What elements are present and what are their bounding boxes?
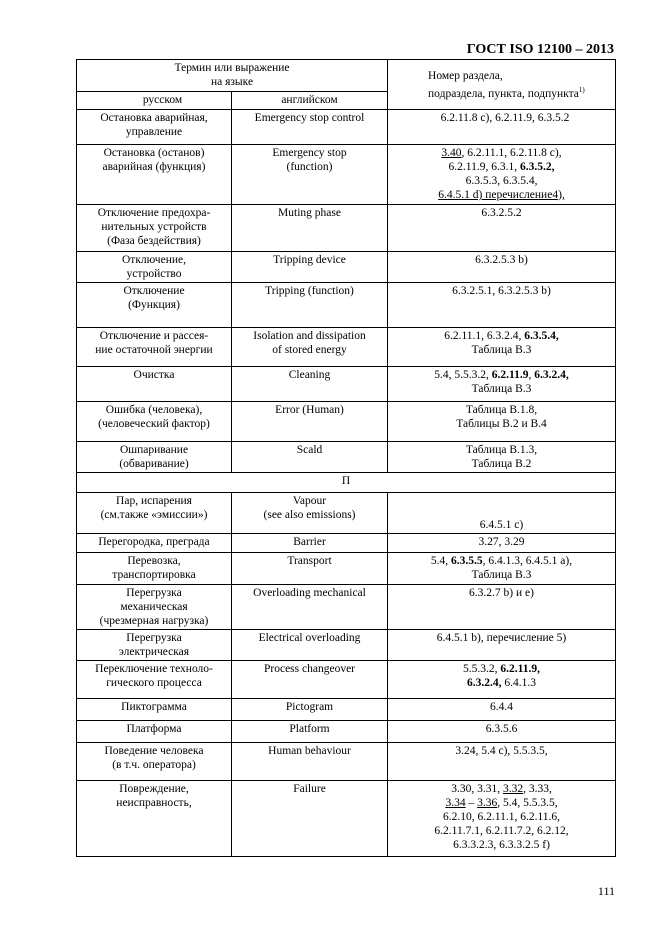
ref-text: 5.4, [430, 555, 452, 567]
term-en: Vapour (see also emissions) [232, 493, 388, 534]
term-ru: Переключение техноло- гического процесса [77, 661, 232, 699]
table-row [77, 534, 616, 553]
ref-text: , [528, 369, 535, 381]
ref-text: 6.4.1.3 [501, 677, 537, 689]
term-ru: Перегрузка механическая (чрезмерная нагрузка) [77, 585, 232, 630]
ref-text: 6.2.11.1, 6.3.2.4, [444, 330, 525, 342]
table-row [77, 328, 616, 367]
term-ref: 3.27, 3.29 [388, 534, 616, 553]
table-row [77, 585, 616, 630]
ref-text: , 5.4, 5.5.3.5, [497, 797, 558, 809]
ref-text: 3.30, 3.31, [451, 783, 503, 795]
ref-bold: 6.2.11.9 [491, 369, 529, 381]
header-russian: русском [77, 92, 232, 110]
term-ru: Пиктограмма [77, 699, 232, 721]
ref-text: 5.5.3.2, [463, 663, 501, 675]
term-ru: Перегрузка электрическая [77, 630, 232, 661]
table-row [77, 781, 616, 857]
ref-bold: 6.3.2.4, [467, 677, 502, 689]
table-row [77, 661, 616, 699]
term-en: Muting phase [232, 205, 388, 252]
table-row [77, 283, 616, 328]
ref-bold: 6.2.11.9, [500, 663, 541, 675]
term-en: Isolation and dissipation of stored energy [232, 328, 388, 367]
table-row [77, 743, 616, 781]
term-ref: 6.4.4 [388, 699, 616, 721]
header-section-text: Номер раздела, подраздела, пункта, подпункта [428, 69, 579, 100]
header-term: Термин или выражение на языке [77, 60, 388, 92]
ref-underlined: 3.40 [441, 147, 462, 159]
term-ru: Отключение, устройство [77, 252, 232, 283]
term-ref: 6.2.11.8 c), 6.2.11.9, 6.3.5.2 [388, 110, 616, 145]
term-en: Failure [232, 781, 388, 857]
table-row [77, 367, 616, 402]
header-english: английском [232, 92, 388, 110]
term-en: Pictogram [232, 699, 388, 721]
table-row [77, 699, 616, 721]
table-header-row [77, 60, 616, 92]
table-row [77, 205, 616, 252]
term-ru: Платформа [77, 721, 232, 743]
table-row [77, 630, 616, 661]
term-ru: Пар, испарения (см.также «эмиссии») [77, 493, 232, 534]
term-ru: Перегородка, преграда [77, 534, 232, 553]
ref-text: 6.3.3.2.3, 6.3.3.2.5 f) [453, 839, 550, 851]
term-en: Transport [232, 553, 388, 585]
ref-text: Таблица В.3 [471, 383, 532, 395]
table-row [77, 721, 616, 743]
term-ru: Остановка аварийная, управление [77, 110, 232, 145]
table-row [77, 402, 616, 442]
term-en: Emergency stop control [232, 110, 388, 145]
ref-text: 6.2.11.9, 6.3.1, [448, 161, 520, 173]
ref-text: , 3.33, [523, 783, 552, 795]
ref-text: , 6.2.11.1, 6.2.11.8 c), [461, 147, 562, 159]
terms-index-table [76, 59, 616, 857]
ref-bold: 6.3.2.4, [534, 369, 569, 381]
term-ref: 6.3.2.5.2 [388, 205, 616, 252]
term-ref: 3.24, 5.4 c), 5.5.3.5, [388, 743, 616, 781]
table-row [77, 252, 616, 283]
term-ref [388, 145, 616, 205]
footnote-mark: 1) [578, 85, 585, 94]
term-en: Electrical overloading [232, 630, 388, 661]
term-ref: 6.4.5.1 b), перечисление 5) [388, 630, 616, 661]
term-ru: Отключение и рассея- ние остаточной энергии [77, 328, 232, 367]
term-en: Emergency stop (function) [232, 145, 388, 205]
term-ref [388, 553, 616, 585]
term-en: Error (Human) [232, 402, 388, 442]
term-ref: 6.3.2.5.1, 6.3.2.5.3 b) [388, 283, 616, 328]
term-ref: 6.3.2.5.3 b) [388, 252, 616, 283]
header-section [388, 60, 616, 110]
term-ru: Ошпаривание (обваривание) [77, 442, 232, 473]
term-ru: Повреждение, неисправность, [77, 781, 232, 857]
term-ru: Перевозка, транспортировка [77, 553, 232, 585]
term-en: Scald [232, 442, 388, 473]
ref-text: 5.4, 5.5.3.2, [434, 369, 492, 381]
ref-text: , 6.4.1.3, 6.4.5.1 a), [482, 555, 573, 567]
section-letter: П [77, 473, 616, 493]
term-ru: Остановка (останов) аварийная (функция) [77, 145, 232, 205]
ref-underlined: 3.32 [502, 783, 524, 795]
term-ref [388, 661, 616, 699]
ref-bold: 6.3.5.4, [524, 330, 559, 342]
term-en: Barrier [232, 534, 388, 553]
term-ref: Таблица В.1.3, Таблица В.2 [388, 442, 616, 473]
ref-text: 6.3.5.3, 6.3.5.4, [465, 175, 538, 187]
ref-bold: 6.3.5.2, [519, 161, 555, 173]
term-ref [388, 781, 616, 857]
document-header: ГОСТ ISO 12100 – 2013 [466, 42, 614, 57]
letter-row [77, 473, 616, 493]
ref-underlined: 3.34 [445, 797, 466, 809]
term-ref: 6.3.5.6 [388, 721, 616, 743]
term-ref [388, 328, 616, 367]
term-ru: Поведение человека (в т.ч. оператора) [77, 743, 232, 781]
table-row [77, 553, 616, 585]
term-ref [388, 367, 616, 402]
term-en: Process changeover [232, 661, 388, 699]
term-en: Cleaning [232, 367, 388, 402]
term-en: Tripping (function) [232, 283, 388, 328]
term-en: Platform [232, 721, 388, 743]
term-ru: Отключение (Функция) [77, 283, 232, 328]
table-row [77, 110, 616, 145]
term-en: Overloading mechanical [232, 585, 388, 630]
ref-underlined: 3.36 [477, 797, 498, 809]
ref-text: Таблица В.3 [471, 344, 532, 356]
term-en: Tripping device [232, 252, 388, 283]
term-ref: 6.4.5.1 c) [388, 493, 616, 534]
term-ref: 6.3.2.7 b) и e) [388, 585, 616, 630]
term-ru: Ошибка (человека), (человеческий фактор) [77, 402, 232, 442]
term-en: Human behaviour [232, 743, 388, 781]
page-number: 111 [597, 884, 615, 898]
ref-underlined: 6.4.5.1 d) перечисление4), [438, 189, 565, 201]
table-row [77, 145, 616, 205]
table-row [77, 493, 616, 534]
ref-text: 6.2.10, 6.2.11.1, 6.2.11.6, [443, 811, 561, 823]
term-ru: Очистка [77, 367, 232, 402]
table-row [77, 442, 616, 473]
term-ref: Таблица В.1.8, Таблицы В.2 и В.4 [388, 402, 616, 442]
ref-text: – [465, 797, 478, 809]
ref-bold: 6.3.5.5 [451, 555, 483, 567]
ref-text: 6.2.11.7.1, 6.2.11.7.2, 6.2.12, [434, 825, 569, 837]
ref-text: Таблица В.3 [471, 569, 532, 581]
term-ru: Отключение предохра- нительных устройств (Фаза бездействия) [77, 205, 232, 252]
